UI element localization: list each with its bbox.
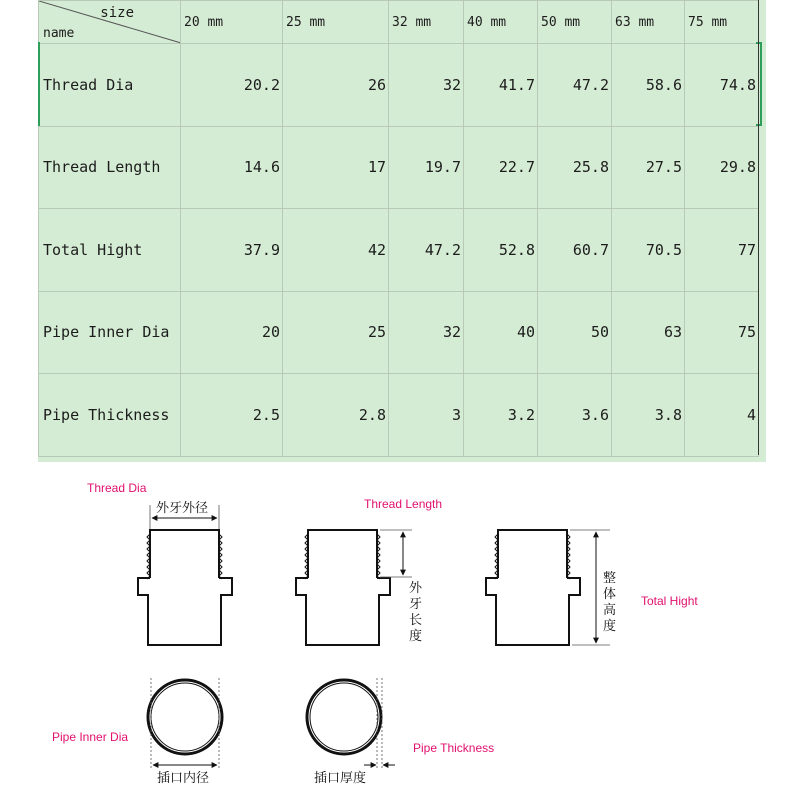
- table-cell[interactable]: 25.8: [538, 126, 612, 209]
- table-cell[interactable]: 37.9: [181, 209, 283, 292]
- fitting-body: [308, 530, 377, 578]
- table-row: [39, 291, 759, 374]
- thread-length-cn-char: 度: [409, 629, 423, 644]
- total-hight-cn-char: 整: [603, 571, 617, 586]
- table-cell[interactable]: 74.8: [685, 44, 759, 127]
- table-cell[interactable]: 70.5: [612, 209, 685, 292]
- table-cell[interactable]: 14.6: [181, 126, 283, 209]
- table-cell[interactable]: 4: [685, 374, 759, 457]
- pipe-thickness-label: Pipe Thickness: [413, 741, 495, 755]
- thread-length-cn-char: 外: [409, 581, 423, 596]
- pipe-inner-circle: [310, 683, 378, 751]
- table-cell[interactable]: 20.2: [181, 44, 283, 127]
- pipe-thickness-drawing: [307, 678, 494, 786]
- pipe-inner-circle: [151, 683, 219, 751]
- row-label[interactable]: Pipe Inner Dia: [39, 291, 181, 374]
- table-cell[interactable]: 2.8: [283, 374, 389, 457]
- table-cell[interactable]: 3.2: [464, 374, 538, 457]
- fitting-body: [498, 530, 567, 578]
- column-header[interactable]: 75 mm: [685, 1, 759, 44]
- header-row: [39, 1, 759, 44]
- selection-right-edge: [756, 42, 762, 126]
- thread-length-label: Thread Length: [364, 497, 443, 511]
- row-label[interactable]: Thread Dia: [39, 44, 181, 127]
- table-cell[interactable]: 3.8: [612, 374, 685, 457]
- fitting-body: [296, 578, 390, 645]
- row-label[interactable]: Pipe Thickness: [39, 374, 181, 457]
- table-cell[interactable]: 3.6: [538, 374, 612, 457]
- total-hight-cn-char: 度: [603, 619, 617, 634]
- column-header[interactable]: 63 mm: [612, 1, 685, 44]
- pipe-outer-circle: [307, 680, 381, 754]
- fitting-thread-dia-drawing: [87, 481, 232, 645]
- table-cell[interactable]: 32: [389, 44, 464, 127]
- table-cell[interactable]: 27.5: [612, 126, 685, 209]
- fitting-body: [486, 578, 580, 645]
- total-hight-label: Total Hight: [641, 594, 698, 608]
- spec-table: [38, 0, 759, 457]
- table-cell[interactable]: 60.7: [538, 209, 612, 292]
- table-cell[interactable]: 41.7: [464, 44, 538, 127]
- table-row: [39, 44, 759, 127]
- thread-length-cn-char: 长: [409, 613, 423, 628]
- fitting-body: [150, 530, 219, 578]
- pipe-inner-dia-cn-label: 插口内径: [157, 771, 210, 786]
- table-cell[interactable]: 32: [389, 291, 464, 374]
- pipe-thickness-cn-label: 插口厚度: [314, 771, 367, 786]
- row-label[interactable]: Thread Length: [39, 126, 181, 209]
- fitting-thread-length-drawing: [296, 497, 442, 645]
- fitting-total-hight-drawing: [486, 530, 698, 645]
- thread-length-cn-char: 牙: [409, 597, 423, 612]
- pipe-inner-dia-label: Pipe Inner Dia: [52, 730, 129, 744]
- table-cell[interactable]: 75: [685, 291, 759, 374]
- selection-left-edge: [38, 42, 40, 126]
- table-cell[interactable]: 20: [181, 291, 283, 374]
- table-cell[interactable]: 22.7: [464, 126, 538, 209]
- column-header[interactable]: 50 mm: [538, 1, 612, 44]
- total-hight-cn-char: 高: [603, 603, 617, 618]
- table-cell[interactable]: 77: [685, 209, 759, 292]
- table-cell[interactable]: 47.2: [389, 209, 464, 292]
- table-row: [39, 126, 759, 209]
- table-cell[interactable]: 47.2: [538, 44, 612, 127]
- table-cell[interactable]: 40: [464, 291, 538, 374]
- table-cell[interactable]: 50: [538, 291, 612, 374]
- dimension-diagrams: [0, 470, 800, 800]
- table-row: [39, 209, 759, 292]
- table-cell[interactable]: 3: [389, 374, 464, 457]
- table-row: [39, 374, 759, 457]
- table-cell[interactable]: 52.8: [464, 209, 538, 292]
- spec-table-area: [38, 0, 766, 462]
- table-cell[interactable]: 2.5: [181, 374, 283, 457]
- table-cell[interactable]: 63: [612, 291, 685, 374]
- pipe-outer-circle: [148, 680, 222, 754]
- table-cell[interactable]: 19.7: [389, 126, 464, 209]
- table-cell[interactable]: 26: [283, 44, 389, 127]
- fitting-body: [138, 578, 232, 645]
- total-hight-cn-char: 体: [603, 587, 617, 602]
- table-cell[interactable]: 17: [283, 126, 389, 209]
- column-header[interactable]: 40 mm: [464, 1, 538, 44]
- table-cell[interactable]: 25: [283, 291, 389, 374]
- corner-cell[interactable]: [39, 1, 181, 44]
- table-cell[interactable]: 42: [283, 209, 389, 292]
- corner-size-label: size: [100, 5, 134, 21]
- column-header[interactable]: 20 mm: [181, 1, 283, 44]
- column-header[interactable]: 32 mm: [389, 1, 464, 44]
- thread-dia-label: Thread Dia: [87, 481, 147, 495]
- thread-dia-cn-label: 外牙外径: [156, 501, 209, 516]
- table-cell[interactable]: 29.8: [685, 126, 759, 209]
- corner-name-label: name: [43, 26, 75, 41]
- table-cell[interactable]: 58.6: [612, 44, 685, 127]
- sheet-right-border: [758, 0, 759, 455]
- pipe-inner-dia-drawing: [52, 678, 222, 786]
- row-label[interactable]: Total Hight: [39, 209, 181, 292]
- column-header[interactable]: 25 mm: [283, 1, 389, 44]
